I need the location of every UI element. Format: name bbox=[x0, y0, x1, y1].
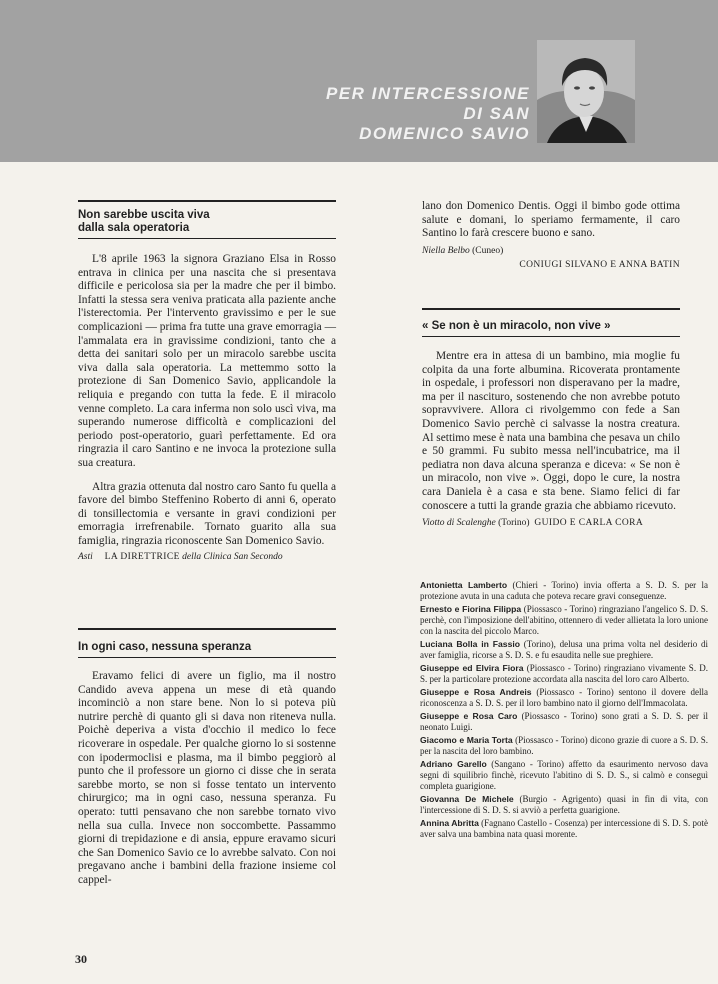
list-item-text: (Fagnano Castello - Cosenza) per intercessione di S. D. S. potè aver salva una bambina nata quasi morente. bbox=[420, 818, 709, 839]
page-title bbox=[210, 84, 530, 144]
list-item-name: Giuseppe e Rosa Andreis bbox=[420, 687, 532, 697]
list-item-name: Giuseppe e Rosa Caro bbox=[420, 711, 518, 721]
article-2-signature bbox=[422, 259, 680, 271]
page-title-line-1: PER INTERCESSIONE bbox=[325, 84, 530, 103]
list-item-text: (Burgio - Agrigento) quasi in fin di vita, con l'intercessione di S. D. S. si avviò a perfetta guarigione. bbox=[420, 794, 709, 815]
article-1-paragraph-2: Altra grazia ottenuta dal nostro caro Santo fu quella a favore del bimbo Steffenino Roberto di anni 6, operato di tonsillectomia e versante in gravi condizioni per emorragia irrefrenabile. Tornato guarito alla sua famiglia, ringrazia riconoscente San Domenico Savio. bbox=[78, 480, 336, 547]
list-item-name: Luciana Bolla in Fassio bbox=[420, 639, 520, 649]
list-item bbox=[420, 794, 708, 816]
article-3-signature-name: GUIDO E CARLA CORA bbox=[534, 518, 644, 529]
list-item-name: Adriano Garello bbox=[420, 759, 487, 769]
article-2 bbox=[78, 628, 336, 888]
article-2-continuation bbox=[422, 200, 680, 271]
list-item-text: (Sangano - Torino) affetto da esaurimento nervoso dava segni di squilibrio finchè, ricevuto l'abitino di S. D. S., si calmò e conseguì completa guarigione. bbox=[420, 759, 709, 791]
article-1-heading-line-1: Non sarebbe uscita viva bbox=[78, 209, 210, 221]
list-item bbox=[420, 735, 708, 757]
article-3-signature-town: Viotto di Scalenghe bbox=[422, 518, 496, 529]
list-item-text: (Piossasco - Torino) dicono grazie di cuore a S. D. S. per la nascita del loro bambino. bbox=[420, 735, 709, 756]
list-item-name: Giacomo e Maria Torta bbox=[420, 735, 513, 745]
article-2-signature-name: CONIUGI SILVANO E ANNA BATIN bbox=[519, 259, 680, 270]
list-item-text: (Chieri - Torino) invia offerta a S. D. S. per la protezione avuta in una caduta che poteva recare gravi conseguenze. bbox=[420, 580, 709, 601]
list-item-name: Giovanna De Michele bbox=[420, 794, 514, 804]
article-2-heading: In ogni caso, nessuna speranza bbox=[78, 641, 252, 653]
article-1-heading bbox=[78, 209, 336, 235]
article-1-signature-institution: della Clinica San Secondo bbox=[182, 552, 283, 563]
article-2-signature-province: (Cuneo) bbox=[472, 245, 504, 256]
article-1-signature-name: LA DIRETTRICE bbox=[104, 552, 180, 563]
header-banner bbox=[0, 0, 718, 162]
page-title-line-2: DI SAN bbox=[463, 104, 530, 123]
list-item bbox=[420, 604, 708, 637]
page-number: 30 bbox=[75, 952, 87, 966]
page-title-line-3: DOMENICO SAVIO bbox=[359, 124, 530, 143]
list-item bbox=[420, 711, 708, 733]
article-3-paragraph-1: Mentre era in attesa di un bambino, mia moglie fu colpita da una forte albumina. Ricoverata prontamente in ospedale, i professori non disperavano per la madre, ma per il nascituro, sostenendo che non avrebbe potuto sopravvivere. Allora ci rivolgemmo con fede a San Domenico Savio perchè ci salvasse la nostra creatura. Al settimo mese è nata una bambina che pesava un chilo e 50 grammi. Fu subito messa nell'incubatrice, ma il pediatra non dava alcuna speranza e diceva: « Se non è un miracolo, non vive ». Oggi, dopo le cure, la nostra cara Daniela è a casa e sta bene. Siamo felici di far conoscere a tutti la grande grazia che abbiamo ricevuto. bbox=[422, 350, 680, 512]
article-3 bbox=[422, 308, 680, 529]
list-item bbox=[420, 759, 708, 792]
list-item-text: (Piossasco - Torino) sentono il dovere della riconoscenza a S. D. S. per il loro bambino nato il giorno dell'Immacolata. bbox=[420, 687, 708, 708]
article-2-signature-place bbox=[422, 245, 680, 257]
list-item-name: Giuseppe ed Elvira Fiora bbox=[420, 663, 524, 673]
short-graces-list bbox=[420, 580, 708, 842]
article-3-signature bbox=[422, 517, 680, 529]
list-item-text: (Piossasco - Torino) ringraziano vivamente S. D. S. per la particolare protezione accordata alla nascita del loro caro Alberto. bbox=[420, 663, 708, 684]
article-2-signature-town: Niella Belbo bbox=[422, 245, 470, 256]
article-2-paragraph-continued: lano don Domenico Dentis. Oggi il bimbo gode ottima salute e domani, lo speriamo fermamente, il caro Santino lo farà crescere buono e sano. bbox=[422, 200, 680, 240]
article-2-paragraph-1: Eravamo felici di avere un figlio, ma il nostro Candido aveva appena un mese di età quando incominciò a non stare bene. Non lo si poteva più nutrire perchè di quanto gli si dava non riteneva nulla. Poichè deperiva a vista d'occhio il medico lo fece ricoverare in ospedale. Per qualche giorno lo si sostenne con ipodermoclisi e plasma, ma il bimbo peggiorò al punto che il professore un giorno ci disse che in serata sarebbe morto, se non si fosse tentato un intervento chirurgico; ma in ogni caso, nessuna speranza. Fu operato: tutti pensavano che non sarebbe tornato vivo nella sua culla. Invece non soccombette. Passammo giorni di trepidazione e di ansia, eppure eravamo sicuri che San Domenico Savio ce lo avrebbe salvato. Con noi pregavano anche i bambini della frazione insieme col cappel- bbox=[78, 670, 336, 886]
article-1-signature-place: Asti bbox=[78, 552, 93, 563]
list-item bbox=[420, 818, 708, 840]
list-item-name: Antonietta Lamberto bbox=[420, 580, 508, 590]
list-item bbox=[420, 663, 708, 685]
list-item-name: Ernesto e Fiorina Filippa bbox=[420, 604, 522, 614]
article-1-signature bbox=[78, 551, 336, 563]
article-3-signature-province: (Torino) bbox=[498, 518, 530, 529]
list-item-text: (Piossasco - Torino) ringraziano l'angelico S. D. S. perchè, con l'imposizione dell'abitino, ottennero di veder allietata la loro unione con la nascita del piccolo Marco. bbox=[420, 604, 709, 636]
article-1 bbox=[78, 200, 336, 563]
list-item-text: (Torino), delusa una prima volta nel desiderio di aver famiglia, ricorse a S. D. S. e fu esaudita nelle sue preghiere. bbox=[420, 639, 708, 660]
list-item bbox=[420, 687, 708, 709]
list-item bbox=[420, 639, 708, 661]
list-item-name: Annina Abritta bbox=[420, 818, 479, 828]
article-3-heading: « Se non è un miracolo, non vive » bbox=[422, 320, 611, 332]
list-item-text: (Piossasco - Torino) sono grati a S. D. S. per il neonato Luigi. bbox=[420, 711, 708, 732]
article-1-heading-line-2: dalla sala operatoria bbox=[78, 222, 190, 234]
saint-portrait bbox=[537, 40, 635, 143]
article-1-paragraph-1: L'8 aprile 1963 la signora Graziano Elsa in Rosso entrava in clinica per una nascita che si presentava difficile e pericolosa sia per la madre che per il bimbo. Infatti la stessa sera veniva praticata alla paziente anche l'isterectomia. Per l'intervento gravissimo e per le sue complicazioni — prima fra tutte una grave emorragia — l'ammalata era in gravissime condizioni, tanto che a detta dei sanitari solo per un miracolo sarebbe uscita viva dalla sala operatoria. La mettemmo sotto la protezione di San Domenico Savio, applicandole la reliquia e pregando con tutta la fede. E il miracolo venne completo. La cara inferma non solo uscì viva, ma superando numerose difficoltà e complicazioni del periodo post-operatorio, guarì perfettamente. Ed ora ringrazia il caro Santino e ne invoca la protezione sulla sua creatura. bbox=[78, 253, 336, 469]
list-item bbox=[420, 580, 708, 602]
